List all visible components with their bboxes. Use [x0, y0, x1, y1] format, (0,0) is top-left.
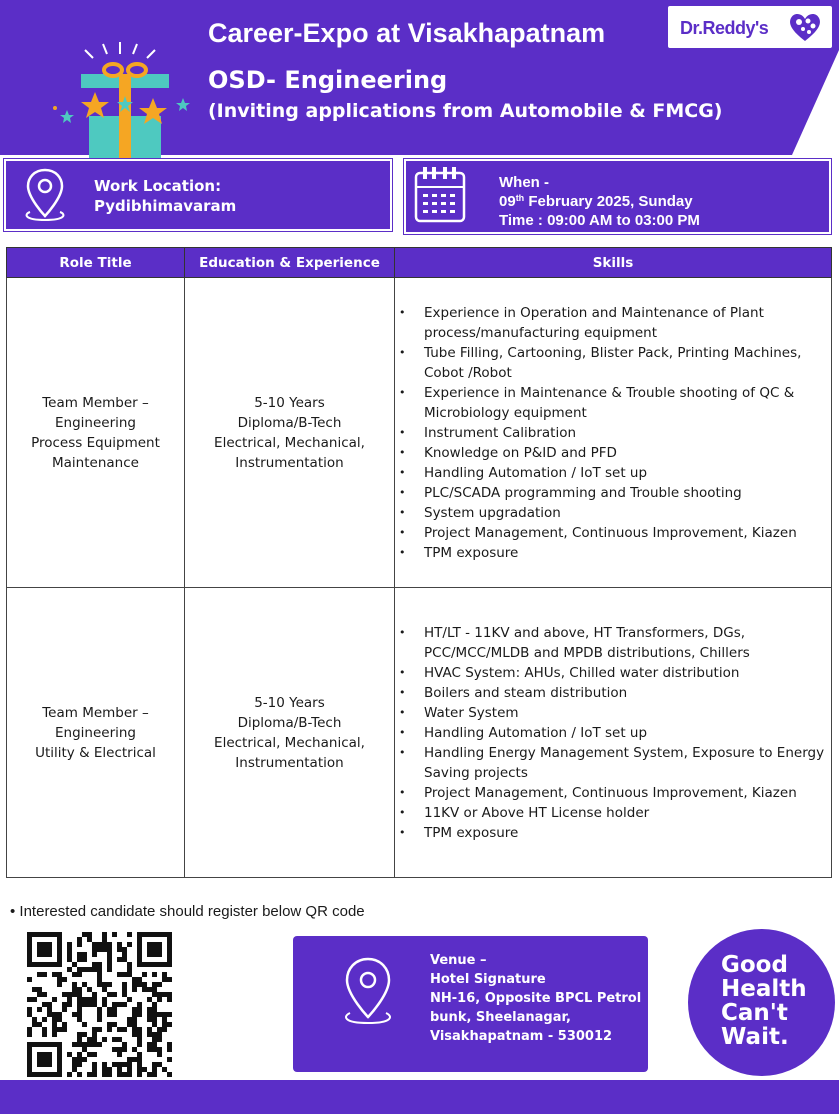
- header-banner: [0, 0, 839, 155]
- location-pin-icon: [338, 953, 398, 1033]
- skill-item: • PLC/SCADA programming and Trouble shooting: [399, 483, 825, 503]
- role-title-cell: [7, 588, 185, 878]
- education-cell: [185, 588, 395, 878]
- registration-qr-code[interactable]: [25, 930, 175, 1080]
- skill-item: • TPM exposure: [399, 823, 825, 843]
- work-location-label: Work Location:: [94, 177, 222, 195]
- event-day-suffix: th: [515, 193, 525, 203]
- role-line: Engineering: [55, 724, 136, 741]
- skill-item: • Boilers and steam distribution: [399, 683, 825, 703]
- skill-item: • Project Management, Continuous Improvement, Kiazen: [399, 783, 825, 803]
- slogan-line: Good: [721, 952, 788, 978]
- role-line: Team Member –: [42, 394, 149, 411]
- education-line: Electrical, Mechanical,: [214, 434, 365, 451]
- job-roles-table: [6, 247, 832, 878]
- role-line: Maintenance: [52, 454, 139, 471]
- brand-name: Dr.Reddy's: [680, 18, 769, 38]
- skill-item: • Experience in Maintenance & Trouble shooting of QC & Microbiology equipment: [399, 383, 825, 423]
- event-day: 09: [499, 193, 516, 210]
- skill-item: • 11KV or Above HT License holder: [399, 803, 825, 823]
- slogan-line: Health: [721, 976, 807, 1002]
- role-line: Process Equipment: [31, 434, 160, 451]
- header-education: Education & Experience: [185, 248, 395, 278]
- event-date-box: [404, 159, 831, 234]
- skill-item: • Handling Automation / IoT set up: [399, 463, 825, 483]
- header-role-title: Role Title: [7, 248, 185, 278]
- skill-item: • Knowledge on P&ID and PFD: [399, 443, 825, 463]
- footer-bar: [0, 1080, 839, 1114]
- skills-list: [395, 623, 831, 843]
- heart-logo-icon: [788, 11, 822, 43]
- registration-note: • Interested candidate should register below QR code: [10, 903, 365, 920]
- role-line: Team Member –: [42, 704, 149, 721]
- education-line: Electrical, Mechanical,: [214, 734, 365, 751]
- education-line: Instrumentation: [235, 454, 344, 471]
- skill-item: • Project Management, Continuous Improvement, Kiazen: [399, 523, 825, 543]
- skill-item: • Water System: [399, 703, 825, 723]
- education-cell: [185, 278, 395, 588]
- role-line: Engineering: [55, 414, 136, 431]
- venue-line: Hotel Signature: [430, 972, 546, 987]
- slogan-line: Wait.: [721, 1024, 789, 1050]
- education-line: 5-10 Years: [254, 394, 325, 411]
- location-pin-icon: [20, 164, 70, 224]
- venue-line: NH-16, Opposite BPCL Petrol: [430, 991, 642, 1006]
- skills-list: [395, 303, 831, 563]
- role-line: Utility & Electrical: [35, 744, 156, 761]
- event-title: Career-Expo at Visakhapatnam: [208, 18, 606, 48]
- skill-item: • HVAC System: AHUs, Chilled water distribution: [399, 663, 825, 683]
- slogan-text: [721, 953, 807, 1049]
- education-line: Instrumentation: [235, 754, 344, 771]
- education-line: Diploma/B-Tech: [237, 414, 342, 431]
- venue-line: bunk, Sheelanagar,: [430, 1010, 571, 1025]
- slogan-badge: [688, 929, 835, 1076]
- event-time: Time : 09:00 AM to 03:00 PM: [499, 212, 700, 229]
- skills-cell: [395, 588, 832, 878]
- skill-item: • TPM exposure: [399, 543, 825, 563]
- education-line: 5-10 Years: [254, 694, 325, 711]
- venue-line: Visakhapatnam - 530012: [430, 1029, 613, 1044]
- table-row: [7, 278, 832, 588]
- skill-item: • Instrument Calibration: [399, 423, 825, 443]
- skills-cell: [395, 278, 832, 588]
- table-header-row: [7, 248, 832, 278]
- skill-item: • Handling Energy Management System, Exposure to Energy Saving projects: [399, 743, 825, 783]
- header-skills: Skills: [395, 248, 832, 278]
- calendar-icon: [412, 163, 470, 225]
- brand-logo: [668, 6, 832, 48]
- tagline: (Inviting applications from Automobile & FMCG): [208, 100, 723, 122]
- venue-label: Venue –: [430, 953, 487, 968]
- gift-box-icon: [45, 40, 195, 160]
- department-title: OSD- Engineering: [208, 66, 448, 94]
- role-title-cell: [7, 278, 185, 588]
- skill-item: • HT/LT - 11KV and above, HT Transformers, DGs, PCC/MCC/MLDB and MPDB distributions, Chillers: [399, 623, 825, 663]
- skill-item: • Handling Automation / IoT set up: [399, 723, 825, 743]
- work-location-value: Pydibhimavaram: [94, 197, 237, 215]
- venue-box: [293, 936, 648, 1072]
- when-label: When -: [499, 174, 549, 191]
- event-date-rest: February 2025, Sunday: [524, 193, 693, 210]
- venue-address: [430, 951, 641, 1046]
- skill-item: • System upgradation: [399, 503, 825, 523]
- event-date: [499, 193, 693, 210]
- skill-item: • Tube Filling, Cartooning, Blister Pack, Printing Machines, Cobot /Robot: [399, 343, 825, 383]
- slogan-line: Can't: [721, 1000, 788, 1026]
- work-location-box: [4, 159, 392, 231]
- table-row: [7, 588, 832, 878]
- skill-item: • Experience in Operation and Maintenance of Plant process/manufacturing equipment: [399, 303, 825, 343]
- education-line: Diploma/B-Tech: [237, 714, 342, 731]
